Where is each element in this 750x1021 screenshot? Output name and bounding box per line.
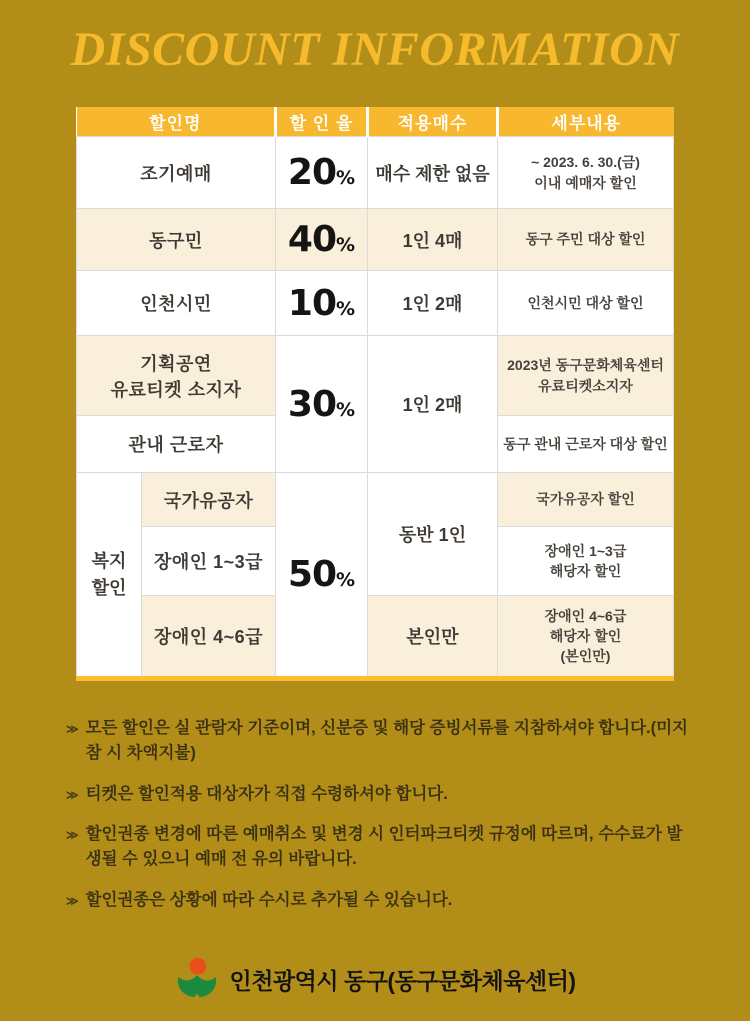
note-item (66, 822, 691, 872)
cell-early-rate (276, 137, 368, 209)
cell-early-detail (498, 137, 674, 209)
detail-line: 국가유공자 할인 (536, 491, 635, 508)
name-line: 기획공연 (140, 353, 212, 374)
cell-disabled13-detail (498, 527, 674, 596)
detail-line: 이내 예매자 할인 (534, 174, 637, 191)
chevron-bullet-icon: ≫ (66, 722, 79, 736)
percent-sign: % (336, 297, 356, 320)
row-donggu-resident (77, 209, 674, 271)
group-line: 할인 (91, 577, 127, 598)
detail-line: 해당자 할인 (549, 563, 622, 579)
cell-donggu-name: 동구민 (77, 209, 276, 271)
row-early-booking (77, 137, 674, 209)
note-text: 할인권종은 상황에 따라 수시로 추가될 수 있습니다. (85, 890, 453, 909)
note-item (66, 888, 691, 913)
cell-early-count: 매수 제한 없음 (368, 137, 498, 209)
header-discount-rate: 할 인 율 (276, 107, 368, 137)
cell-worker-name: 관내 근로자 (77, 416, 276, 473)
rate-number: 40 (287, 219, 337, 260)
detail-line: 유료티켓소지자 (538, 377, 633, 394)
cell-donggu-count: 1인 4매 (368, 209, 498, 271)
detail-line: 인천시민 대상 할인 (527, 294, 644, 311)
note-item (66, 782, 691, 807)
header-detail: 세부내용 (498, 107, 674, 137)
rate-number: 20 (287, 152, 337, 193)
cell-companion-count: 동반 1인 (368, 473, 498, 596)
detail-line: ~ 2023. 6. 30.(금) (531, 154, 640, 171)
chevron-bullet-icon: ≫ (66, 893, 79, 908)
cell-incheon-count: 1인 2매 (368, 271, 498, 336)
percent-sign: % (336, 234, 356, 256)
chevron-bullet-icon: ≫ (66, 828, 79, 843)
rate-number: 50 (287, 554, 337, 595)
table-header-row (77, 107, 674, 137)
detail-line: 장애인 4~6급 (544, 607, 627, 624)
percent-sign: % (336, 167, 356, 189)
chevron-bullet-icon: ≫ (66, 787, 79, 802)
note-text: 모든 할인은 실 관람자 기준이며, 신분증 및 해당 증빙서류를 지참하셔야 합니다.(미지참 시 차액지불) (85, 719, 688, 762)
row-welfare-veterans (77, 473, 674, 527)
cell-planned-rate (276, 336, 368, 473)
cell-veterans-detail (498, 473, 674, 527)
detail-line: (본인만) (560, 648, 611, 665)
row-welfare-disabled-4-6 (77, 596, 674, 679)
name-line: 유료티켓 소지자 (110, 379, 242, 400)
page-title: DISCOUNT INFORMATION (70, 23, 680, 76)
cell-welfare-rate (276, 473, 368, 679)
discount-table (76, 107, 674, 681)
cell-disabled46-name: 장애인 4~6급 (142, 596, 276, 679)
cell-worker-detail (498, 416, 674, 473)
rate-number: 30 (287, 383, 337, 425)
detail-line: 동구 관내 근로자 대상 할인 (503, 435, 668, 452)
donggu-logo-icon (175, 954, 219, 1004)
header-apply-count: 적용매수 (368, 107, 498, 137)
group-line: 복지 (91, 550, 127, 571)
cell-planned-detail (498, 336, 674, 416)
notes-section (66, 716, 691, 929)
cell-veterans-name: 국가유공자 (142, 473, 276, 527)
note-text: 티켓은 할인적용 대상자가 직접 수령하셔야 합니다. (85, 784, 448, 803)
header-discount-name: 할인명 (77, 107, 276, 137)
cell-incheon-detail (498, 271, 674, 336)
note-item (66, 716, 691, 766)
detail-line: 2023년 동구문화체육센터 (507, 357, 664, 374)
cell-disabled13-name: 장애인 1~3급 (142, 527, 276, 596)
footer-branding (0, 954, 750, 1004)
organization-name: 인천광역시 동구(동구문화체육센터) (229, 967, 576, 994)
row-incheon-citizen (77, 271, 674, 336)
cell-donggu-detail (498, 209, 674, 271)
percent-sign: % (336, 569, 356, 591)
detail-line: 해당자 할인 (549, 627, 622, 644)
cell-planned-count: 1인 2매 (368, 336, 498, 473)
cell-planned-name (77, 336, 276, 416)
rate-number: 10 (287, 282, 337, 324)
cell-incheon-name: 인천시민 (77, 271, 276, 336)
row-planned-show-ticket (77, 336, 674, 416)
percent-sign: % (336, 398, 356, 421)
cell-donggu-rate (276, 209, 368, 271)
detail-line: 동구 주민 대상 할인 (525, 231, 646, 248)
cell-early-name: 조기예매 (77, 137, 276, 209)
cell-incheon-rate (276, 271, 368, 336)
cell-self-only-count: 본인만 (368, 596, 498, 679)
detail-line: 장애인 1~3급 (544, 542, 627, 559)
cell-disabled46-detail (498, 596, 674, 679)
cell-welfare-group-label (77, 473, 142, 679)
note-text: 할인권종 변경에 따른 예매취소 및 변경 시 인터파크티켓 규정에 따르며, 수수료가 발생될 수 있으니 예매 전 유의 바랍니다. (85, 825, 683, 868)
